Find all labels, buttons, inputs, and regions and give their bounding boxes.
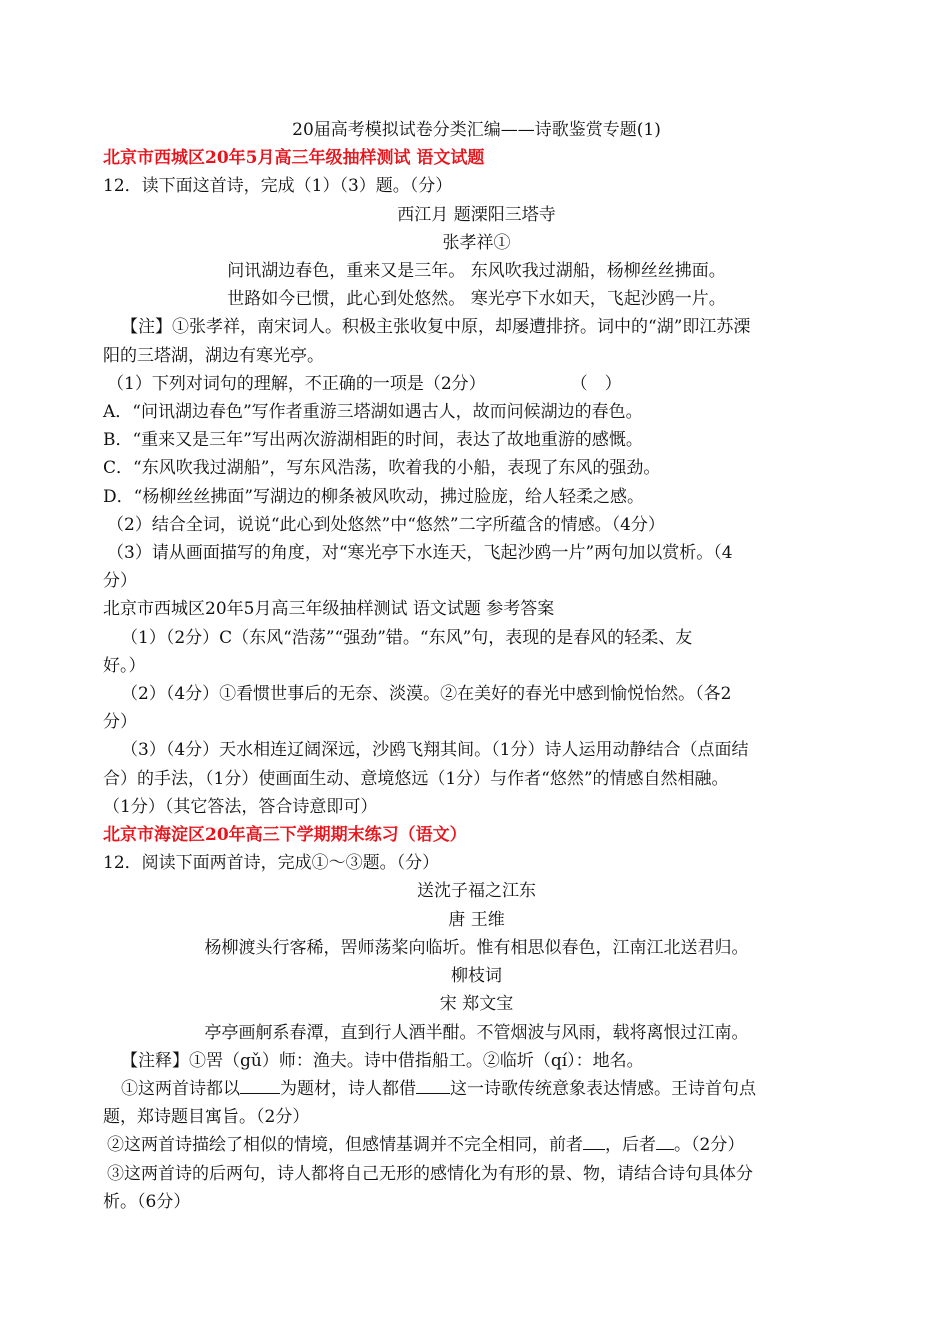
answer-3-line-3: （1分）（其它答法，答合诗意即可） — [103, 796, 378, 817]
question-2: （2）结合全词，说说“此心到处悠然”中“悠然”二字所蕴含的情感。（4分） — [107, 514, 665, 535]
section2-question-2 — [103, 1131, 850, 1159]
answer-blank-4[interactable] — [656, 1149, 674, 1150]
option-a: A．“问讯湖边春色”写作者重游三塔湖如遇古人，故而问候湖边的春色。 — [103, 402, 643, 423]
answer-3-line-1: （3）（4分）天水相连辽阔深远，沙鸥飞翔其间。（1分）诗人运用动静结合（点面结 — [121, 740, 749, 761]
q2-text-part-3: 。（2分） — [674, 1135, 745, 1156]
answer-blank-3[interactable] — [583, 1149, 605, 1150]
document-title: 20届高考模拟试卷分类汇编——诗歌鉴赏专题(1) — [292, 120, 661, 140]
poem1-text: 杨柳渡头行客稀，罟师荡桨向临圻。惟有相思似春色，江南江北送君归。 — [204, 937, 749, 958]
option-c: C．“东风吹我过湖船”，写东风浩荡，吹着我的小船，表现了东风的强劲。 — [103, 458, 661, 479]
option-d: D．“杨柳丝丝拂面”写湖边的柳条被风吹动，拂过脸庞，给人轻柔之感。 — [103, 486, 645, 507]
answer-1-line-2: 好。） — [103, 655, 146, 676]
poem-note-line-1: 【注】①张孝祥，南宋词人。积极主张收复中原，却屡遭排挤。词中的“湖”即江苏溧 — [121, 317, 751, 338]
section2-question-3-line-1: ③这两首诗的后两句，诗人都将自己无形的感情化为有形的景、物，请结合诗句具体分 — [107, 1163, 753, 1184]
answer-blank-2[interactable] — [416, 1093, 450, 1094]
poem-line-2: 世路如今已惯，此心到处悠然。 寒光亭下水如天，飞起沙鸥一片。 — [227, 289, 726, 310]
poem2-author: 宋 郑文宝 — [439, 994, 514, 1015]
section1-question: 12．读下面这首诗，完成（1）（3）题。（分） — [103, 176, 453, 197]
poem1-title: 送沈子福之江东 — [417, 881, 536, 902]
poem2-title: 柳枝词 — [451, 966, 502, 987]
section2-note: 【注释】①罟（gǔ）师：渔夫。诗中借指船工。②临圻（qí）：地名。 — [121, 1050, 644, 1071]
poem2-text: 亭亭画舸系春潭，直到行人酒半酣。不管烟波与风雨，载将离恨过江南。 — [204, 1022, 749, 1043]
q1-text-part-1: ①这两首诗都以 — [121, 1078, 240, 1099]
poem-author: 张孝祥① — [442, 232, 511, 253]
section2-question-3-line-2: 析。（6分） — [103, 1191, 191, 1212]
answer-2-line-1: （2）（4分）①看惯世事后的无奈、淡漠。②在美好的春光中感到愉悦怡然。（各2 — [121, 684, 732, 705]
poem-line-1: 问讯湖边春色，重来又是三年。 东风吹我过湖船，杨柳丝丝拂面。 — [227, 261, 726, 282]
answer-blank-1[interactable] — [240, 1093, 280, 1094]
poem1-author: 唐 王维 — [448, 909, 505, 930]
answer-2-line-2: 分） — [103, 712, 137, 733]
q1-text-part-2: 为题材，诗人都借 — [280, 1078, 416, 1099]
question-1: （1）下列对词句的理解，不正确的一项是（2分） （ ） — [107, 373, 622, 394]
section1-heading: 北京市西城区20年5月高三年级抽样测试 语文试题 — [103, 148, 485, 169]
section2-heading: 北京市海淀区20年高三下学期期末练习（语文） — [103, 825, 467, 846]
section2-question-1-line-2: 题，郑诗题目寓旨。（2分） — [103, 1107, 310, 1128]
option-b: B．“重来又是三年”写出两次游湖相距的时间，表达了故地重游的感慨。 — [103, 430, 643, 451]
q2-text-part-1: ②这两首诗描绘了相似的情境，但感情基调并不完全相同，前者 — [107, 1135, 583, 1156]
poem-title: 西江月 题溧阳三塔寺 — [397, 204, 556, 225]
section2-question: 12．阅读下面两首诗，完成①～③题。（分） — [103, 853, 440, 874]
answer-heading: 北京市西城区20年5月高三年级抽样测试 语文试题 参考答案 — [103, 599, 555, 620]
answer-1-line-1: （1）（2分）C（东风“浩荡”“强劲”错。“东风”句，表现的是春风的轻柔、友 — [121, 627, 693, 648]
q2-text-part-2: ，后者 — [605, 1135, 656, 1156]
poem-note-line-2: 阳的三塔湖，湖边有寒光亭。 — [103, 345, 324, 366]
question-3-line-2: 分） — [103, 571, 137, 592]
section2-question-1-line-1 — [103, 1075, 850, 1103]
answer-3-line-2: 合）的手法，（1分）使画面生动、意境悠远（1分）与作者“悠然”的情感自然相融。 — [103, 768, 729, 789]
question-3-line-1: （3）请从画面描写的角度，对“寒光亭下水连天，飞起沙鸥一片”两句加以赏析。（4 — [107, 543, 733, 564]
q1-text-part-3: 这一诗歌传统意象表达情感。王诗首句点 — [450, 1078, 756, 1099]
